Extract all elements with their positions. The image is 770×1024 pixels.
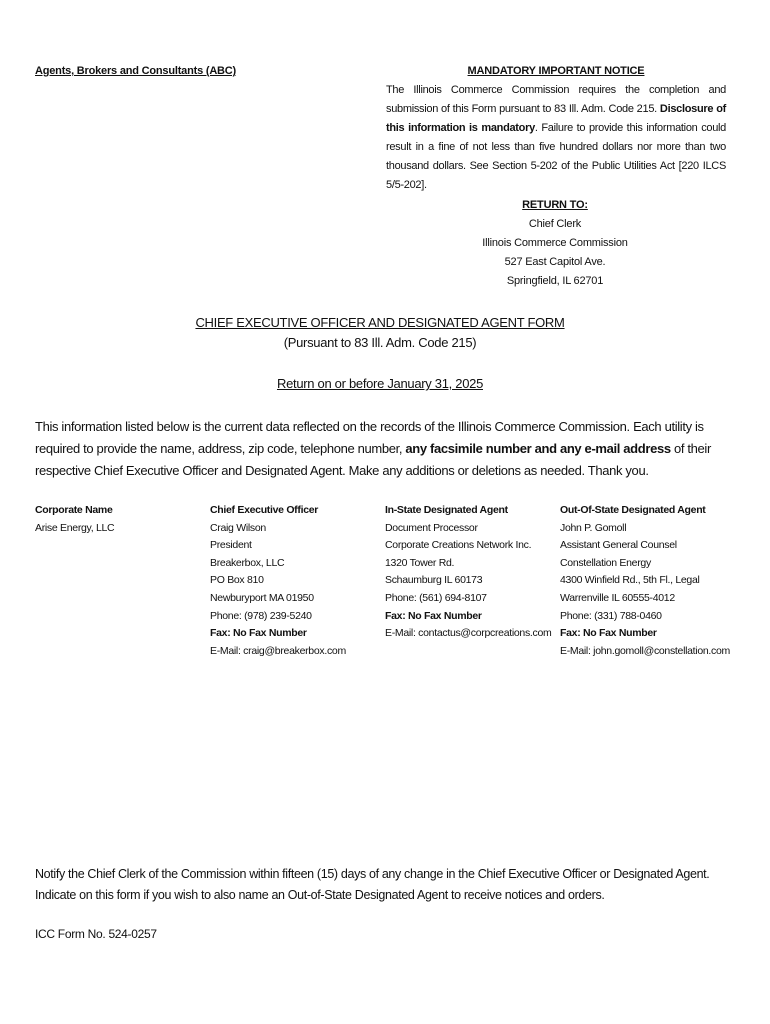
form-title-block	[130, 313, 630, 353]
mandatory-notice	[386, 65, 726, 195]
fax-line: Fax: No Fax Number	[210, 627, 307, 640]
form-subtitle: (Pursuant to 83 Ill. Adm. Code 215)	[283, 335, 477, 350]
column-header: Chief Executive Officer	[210, 504, 319, 516]
notice-text-part-1: The Illinois Commerce Commission requires the completion and submission of this Form pursuant to 83 Ill. Adm. Code 215.	[386, 84, 726, 115]
column-line: Phone: (331) 788-0460	[560, 609, 662, 622]
column-line: Phone: (561) 694-8107	[385, 591, 487, 604]
column-line: 1320 Tower Rd.	[385, 556, 455, 569]
form-title: CHIEF EXECUTIVE OFFICER AND DESIGNATED AGENT FORM	[195, 315, 565, 330]
column-line: Warrenville IL 60555-4012	[560, 591, 675, 604]
fax-line: Fax: No Fax Number	[385, 609, 482, 622]
column-line: Newburyport MA 01950	[210, 591, 314, 604]
return-line: Springfield, IL 62701	[506, 275, 604, 287]
column-line: Craig Wilson	[210, 521, 266, 534]
outstate-agent-column	[560, 502, 730, 660]
column-line: PO Box 810	[210, 574, 264, 587]
intro-bold: any facsimile number and any e-mail address	[405, 441, 671, 456]
notice-title: MANDATORY IMPORTANT NOTICE	[467, 65, 645, 77]
column-line: Arise Energy, LLC	[35, 521, 115, 534]
intro-part-1: This information listed below is the current data reflected on the records of the Illinois Commerce Commission. Each utility is required to provide the name, address, zip code, telephone number,	[35, 419, 704, 456]
column-header: Out-Of-State Designated Agent	[560, 504, 706, 516]
form-number: ICC Form No. 524-0257	[35, 927, 157, 941]
notice-text	[386, 81, 726, 195]
column-line: Corporate Creations Network Inc.	[385, 539, 532, 552]
email-line: E-Mail: contactus@corpcreations.com	[385, 627, 552, 640]
column-line: 4300 Winfield Rd., 5th Fl., Legal	[560, 574, 700, 587]
return-to-title: RETURN TO:	[522, 199, 588, 211]
agents-title: Agents, Brokers and Consultants (ABC)	[35, 65, 237, 77]
column-line: President	[210, 539, 252, 552]
column-header: Corporate Name	[35, 504, 113, 516]
notify-line: Indicate on this form if you wish to also name an Out-of-State Designated Agent to receive notices and orders.	[35, 888, 605, 902]
intro-part-2: of their respective Chief Executive Officer and Designated Agent. Make any additions or deletions as needed. Thank you.	[35, 441, 711, 478]
column-line: Document Processor	[385, 521, 478, 534]
fax-line: Fax: No Fax Number	[560, 627, 657, 640]
return-line: Illinois Commerce Commission	[482, 237, 628, 249]
notice-text-bold: Disclosure of this information is mandatory	[386, 103, 726, 134]
intro-paragraph	[35, 416, 725, 482]
return-line: Chief Clerk	[528, 218, 582, 230]
column-header: In-State Designated Agent	[385, 504, 508, 516]
column-line: Assistant General Counsel	[560, 539, 677, 552]
email-line: E-Mail: john.gomoll@constellation.com	[560, 644, 730, 657]
notify-paragraph	[35, 864, 735, 906]
notify-line: Notify the Chief Clerk of the Commission within fifteen (15) days of any change in the Chief Executive Officer or Designated Agent.	[35, 867, 710, 881]
instate-agent-column	[385, 502, 551, 643]
column-line: Phone: (978) 239-5240	[210, 609, 312, 622]
return-to-address	[430, 196, 680, 291]
column-line: Constellation Energy	[560, 556, 651, 569]
ceo-column	[210, 502, 346, 660]
column-line: Schaumburg IL 60173	[385, 574, 483, 587]
return-line: 527 East Capitol Ave.	[504, 256, 606, 268]
column-line: John P. Gomoll	[560, 521, 627, 534]
column-line: Breakerbox, LLC	[210, 556, 285, 569]
notice-text-part-2: . Failure to provide this information could result in a fine of not less than five hundred dollars nor more than two thousand dollars. See Section 5-202 of the Public Utilities Act [220 ILCS 5/5-202].	[386, 122, 726, 191]
email-line: E-Mail: craig@breakerbox.com	[210, 644, 346, 657]
corporate-name-column	[35, 502, 114, 537]
due-date-line: Return on or before January 31, 2025	[276, 376, 483, 391]
